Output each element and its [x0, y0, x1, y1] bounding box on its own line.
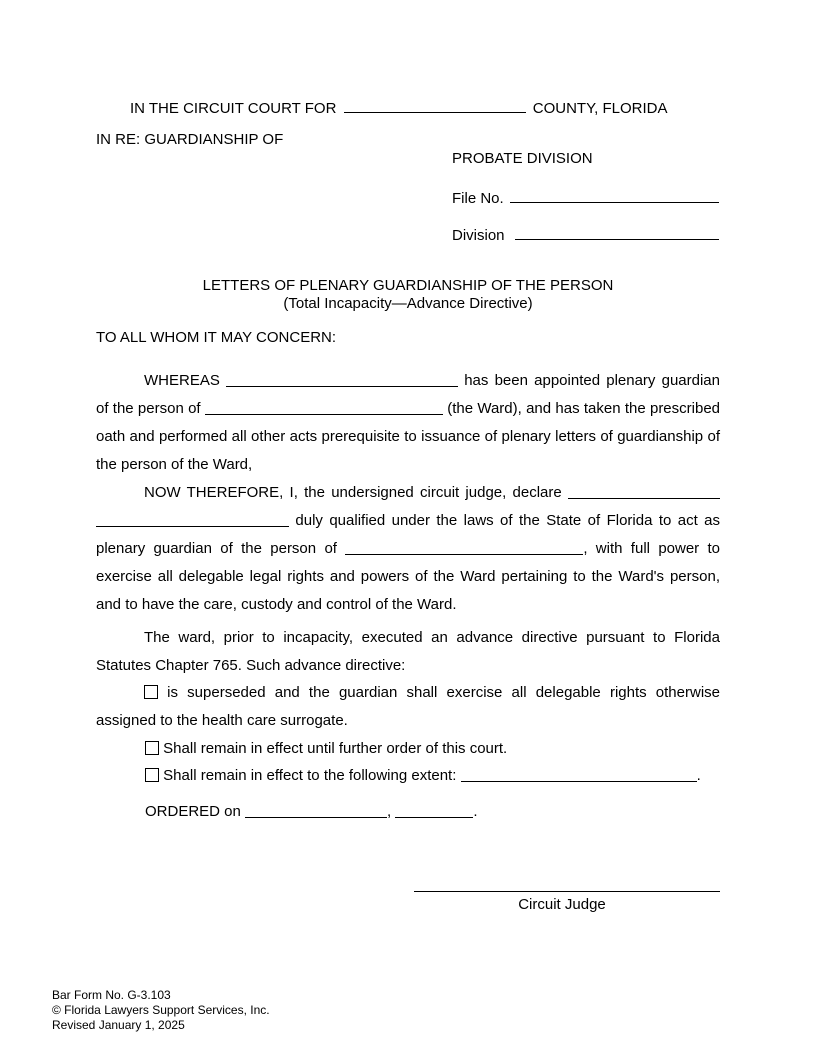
superseded-checkbox[interactable] — [144, 685, 158, 699]
ordered-line — [145, 803, 478, 820]
guardian-name-blank[interactable] — [226, 372, 458, 387]
ordered-period: . — [473, 803, 478, 820]
document-title — [96, 277, 720, 313]
document-title-main: LETTERS OF PLENARY GUARDIANSHIP OF THE PERSON — [202, 277, 614, 294]
circuit-judge-label: Circuit Judge — [518, 896, 606, 913]
ward-name-blank[interactable] — [205, 400, 443, 415]
revision-date: Revised January 1, 2025 — [52, 1018, 185, 1032]
probate-division: PROBATE DIVISION — [452, 150, 593, 167]
bar-form-number: Bar Form No. G-3.103 — [52, 988, 171, 1002]
option-remain-extent — [145, 767, 701, 784]
declared-guardian-blank-1[interactable] — [568, 484, 720, 499]
county-blank[interactable] — [344, 97, 526, 113]
ordered-date-blank[interactable] — [245, 803, 387, 818]
file-no-label: File No. — [452, 190, 504, 207]
signature-line[interactable] — [414, 891, 720, 892]
ordered-year-blank[interactable] — [395, 803, 473, 818]
remain-extent-checkbox[interactable] — [145, 768, 159, 782]
court-heading — [130, 97, 668, 117]
option-remain-until — [145, 740, 507, 757]
now-therefore-powers-text: , with full power to exercise all delegable legal rights and powers of the Ward pertaining to the Ward's person, and to have the care, custody and control of the Ward. — [96, 540, 721, 613]
whereas-paragraph — [96, 367, 720, 479]
extent-blank[interactable] — [461, 767, 697, 782]
court-heading-suffix: COUNTY, FLORIDA — [532, 100, 668, 117]
form-footer — [52, 988, 270, 1033]
option-superseded — [96, 679, 720, 735]
file-no-blank[interactable] — [510, 187, 719, 203]
division-label: Division — [452, 227, 505, 244]
copyright-notice: © Florida Lawyers Support Services, Inc. — [52, 1003, 270, 1017]
now-therefore-paragraph — [96, 479, 720, 619]
whereas-appointed-text: has been appointed plenary guardian of the person of — [96, 372, 720, 417]
ward-person-blank[interactable] — [345, 540, 583, 555]
remain-until-checkbox[interactable] — [145, 741, 159, 755]
division-blank[interactable] — [515, 224, 719, 240]
document-title-sub: (Total Incapacity—Advance Directive) — [283, 295, 533, 312]
division-row — [452, 224, 719, 244]
whereas-lead: WHEREAS — [144, 372, 220, 389]
option-remain-until-label: Shall remain in effect until further order of this court. — [163, 740, 508, 757]
ordered-label: ORDERED on — [145, 803, 241, 820]
option-remain-extent-label: Shall remain in effect to the following extent: — [163, 767, 457, 784]
option-superseded-label: is superseded and the guardian shall exercise all delegable rights otherwise assigned to the health care surrogate. — [96, 684, 720, 729]
extent-period: . — [696, 767, 701, 784]
salutation: TO ALL WHOM IT MAY CONCERN: — [96, 329, 337, 346]
advance-directive-paragraph: The ward, prior to incapacity, executed an advance directive pursuant to Florida Statutes Chapter 765. Such advance directive: — [96, 629, 720, 674]
whereas-oath-text: (the Ward), and has taken the prescribed oath and performed all other acts prerequisite to issuance of plenary letters of guardianship of the person of the Ward, — [96, 400, 721, 473]
file-no-row — [452, 187, 719, 207]
ordered-comma: , — [387, 803, 392, 820]
declared-guardian-blank-2[interactable] — [96, 512, 289, 527]
court-heading-prefix: IN THE CIRCUIT COURT FOR — [130, 100, 337, 117]
now-therefore-lead: NOW THEREFORE, I, the undersigned circuit judge, declare — [144, 484, 562, 501]
now-therefore-qualified-text: duly qualified under the laws of the State of Florida to act as plenary guardian of the person of — [96, 512, 720, 557]
in-re-caption: IN RE: GUARDIANSHIP OF — [96, 131, 284, 148]
